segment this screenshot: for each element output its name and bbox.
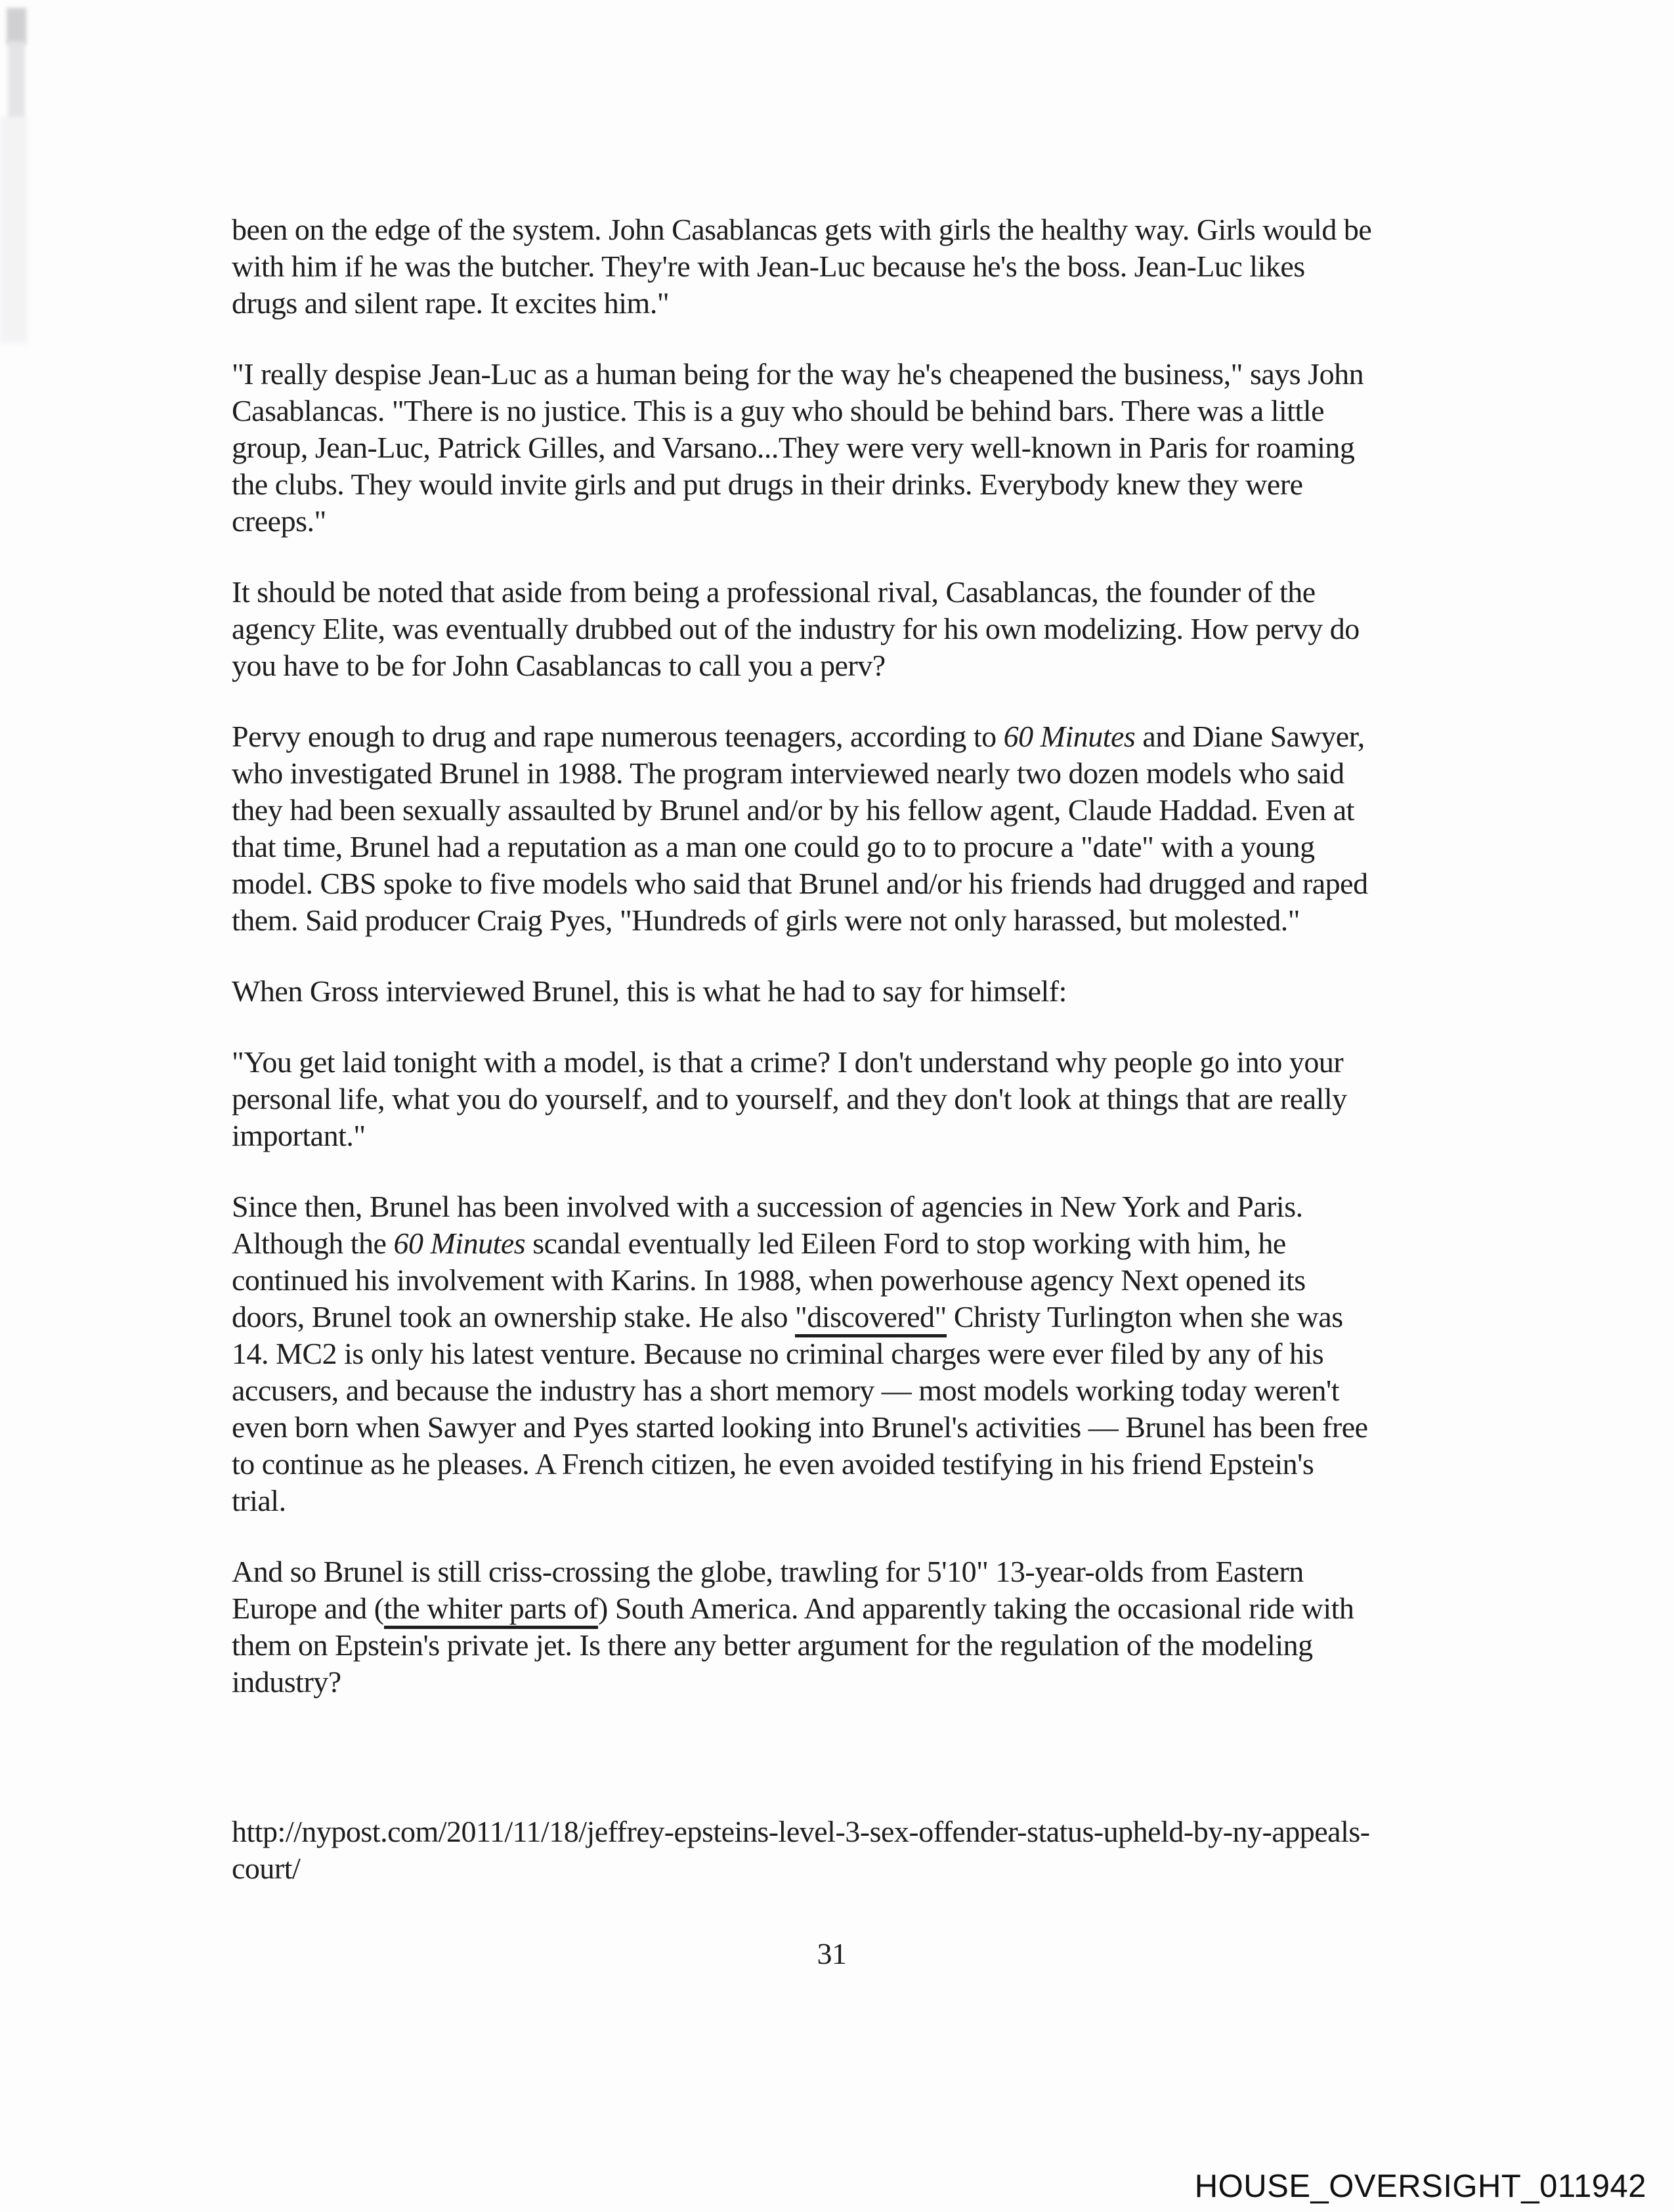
text-line: It should be noted that aside from being a professional rival, Casablancas, the founder of the bbox=[232, 575, 1316, 609]
text-line: you have to be for John Casablancas to call you a perv? bbox=[232, 649, 886, 682]
text-line: "I really despise Jean-Luc as a human being for the way he's cheapened the business," says John bbox=[232, 357, 1364, 391]
text-line: Since then, Brunel has been involved with a succession of agencies in New York and Paris. bbox=[232, 1190, 1303, 1223]
scanner-smudge-artifact bbox=[0, 117, 28, 343]
text-line: trial. bbox=[232, 1484, 286, 1517]
text-line: "You get laid tonight with a model, is that a crime? I don't understand why people go into your bbox=[232, 1045, 1344, 1079]
paragraph bbox=[232, 574, 1479, 684]
text-line: them on Epstein's private jet. Is there any better argument for the regulation of the modeling bbox=[232, 1628, 1313, 1662]
text-line: personal life, what you do yourself, and to yourself, and they don't look at things that are really bbox=[232, 1082, 1347, 1116]
text-line: http://nypost.com/2011/11/18/jeffrey-epsteins-level-3-sex-offender-status-upheld-by-ny-appeals- bbox=[232, 1815, 1370, 1848]
scanner-smudge-artifact bbox=[7, 8, 26, 45]
text-line: doors, Brunel took an ownership stake. He also "discovered" Christy Turlington when she was bbox=[232, 1299, 1479, 1335]
text-line: model. CBS spoke to five models who said that Brunel and/or his friends had drugged and raped bbox=[232, 867, 1368, 900]
page-number: 31 bbox=[817, 1937, 847, 1970]
scanner-smudge-artifact bbox=[8, 41, 25, 119]
text-line: continued his involvement with Karins. In 1988, when powerhouse agency Next opened its bbox=[232, 1263, 1306, 1297]
text-line: industry? bbox=[232, 1665, 341, 1699]
document-body bbox=[232, 211, 1479, 1972]
text-line: them. Said producer Craig Pyes, "Hundreds of girls were not only harassed, but molested." bbox=[232, 903, 1300, 937]
paragraph bbox=[232, 1188, 1479, 1519]
text-line: to continue as he pleases. A French citizen, he even avoided testifying in his friend Epstein's bbox=[232, 1447, 1314, 1481]
text-line: 14. MC2 is only his latest venture. Because no criminal charges were ever filed by any of his bbox=[232, 1337, 1324, 1370]
paragraph bbox=[232, 718, 1479, 939]
text-line: even born when Sawyer and Pyes started looking into Brunel's activities — Brunel has been free bbox=[232, 1410, 1368, 1444]
paragraph bbox=[232, 1044, 1479, 1154]
text-line: drugs and silent rape. It excites him." bbox=[232, 286, 670, 320]
paragraph bbox=[232, 211, 1479, 322]
text-line: accusers, and because the industry has a short memory — most models working today weren't bbox=[232, 1374, 1340, 1407]
source-url-paragraph bbox=[232, 1813, 1479, 1887]
text-line: with him if he was the butcher. They're with Jean-Luc because he's the boss. Jean-Luc likes bbox=[232, 249, 1305, 283]
text-line: Europe and (the whiter parts of) South America. And apparently taking the occasional ride with bbox=[232, 1590, 1479, 1627]
text-line: important." bbox=[232, 1119, 366, 1152]
bates-stamp: HOUSE_OVERSIGHT_011942 bbox=[1194, 2169, 1646, 2204]
text-line: the clubs. They would invite girls and put drugs in their drinks. Everybody knew they were bbox=[232, 467, 1303, 501]
text-line: been on the edge of the system. John Casablancas gets with girls the healthy way. Girls would be bbox=[232, 213, 1372, 246]
text-line: group, Jean-Luc, Patrick Gilles, and Varsano...They were very well-known in Paris for roaming bbox=[232, 431, 1355, 464]
text-line: they had been sexually assaulted by Brunel and/or by his fellow agent, Claude Haddad. Even at bbox=[232, 793, 1354, 827]
text-line: And so Brunel is still criss-crossing the globe, trawling for 5'10" 13-year-olds from Eastern bbox=[232, 1555, 1304, 1588]
text-line: Although the 60 Minutes scandal eventually led Eileen Ford to stop working with him, he bbox=[232, 1226, 1286, 1260]
paragraph bbox=[232, 1553, 1479, 1701]
text-line: court/ bbox=[232, 1852, 301, 1885]
text-line: agency Elite, was eventually drubbed out of the industry for his own modelizing. How pervy do bbox=[232, 612, 1360, 645]
text-line: Casablancas. "There is no justice. This is a guy who should be behind bars. There was a little bbox=[232, 394, 1325, 427]
text-line: Pervy enough to drug and rape numerous teenagers, according to 60 Minutes and Diane Sawyer, bbox=[232, 720, 1365, 753]
paragraph bbox=[232, 356, 1479, 540]
text-line: creeps." bbox=[232, 504, 326, 538]
text-line: that time, Brunel had a reputation as a man one could go to to procure a "date" with a young bbox=[232, 830, 1315, 863]
paragraph bbox=[232, 973, 1479, 1010]
text-line: who investigated Brunel in 1988. The program interviewed nearly two dozen models who said bbox=[232, 756, 1344, 790]
text-line: When Gross interviewed Brunel, this is what he had to say for himself: bbox=[232, 974, 1067, 1008]
